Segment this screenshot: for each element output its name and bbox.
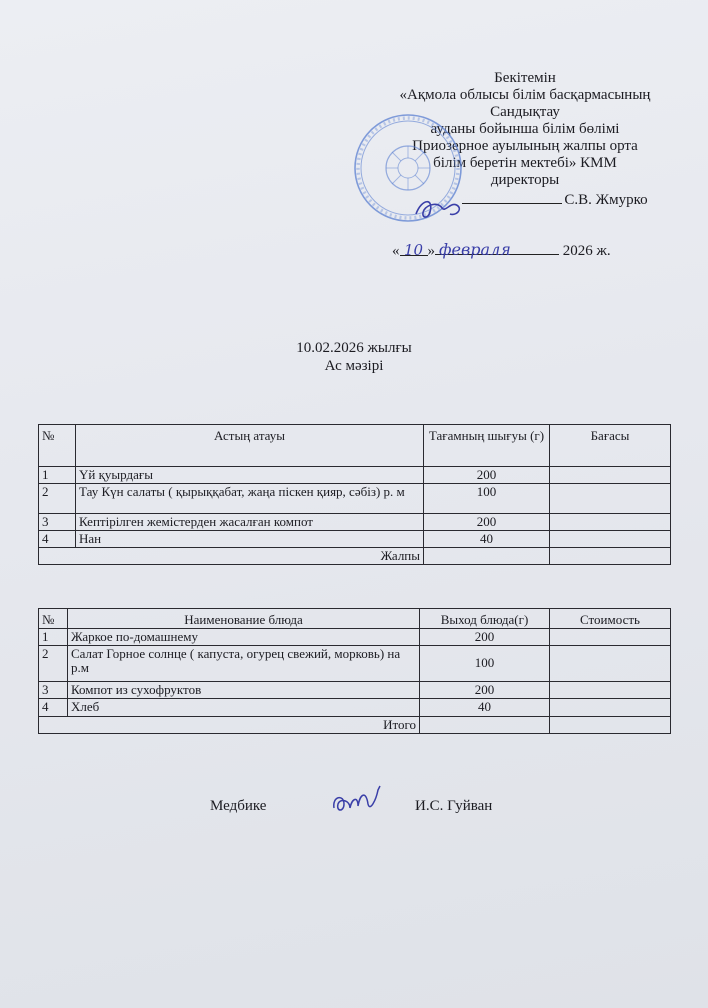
- column-header: Наименование блюда: [68, 609, 420, 629]
- approval-date: [392, 240, 611, 260]
- total-label: Жалпы: [39, 548, 424, 565]
- date-month: февраля: [435, 240, 559, 255]
- column-header: Бағасы: [550, 425, 671, 467]
- approval-line: «Ақмола облысы білім басқармасының: [399, 87, 651, 103]
- approval-line: Сандықтау: [490, 104, 560, 120]
- dish-weight: 40: [420, 699, 550, 717]
- row-number: 2: [39, 484, 76, 514]
- dish-weight: 100: [424, 484, 550, 514]
- table-row: [39, 514, 671, 531]
- dish-name: Нан: [76, 531, 424, 548]
- table-row: [39, 531, 671, 548]
- dish-name: Хлеб: [68, 699, 420, 717]
- date-day: 10: [400, 241, 428, 256]
- director-name: С.В. Жмурко: [564, 192, 648, 208]
- dish-name: Жаркое по-домашнему: [68, 629, 420, 646]
- director-signature-icon: [412, 194, 468, 224]
- dish-name: Компот из сухофруктов: [68, 682, 420, 699]
- date-quote-close: »: [427, 243, 435, 259]
- date-quote-open: «: [392, 243, 400, 259]
- total-weight: [424, 548, 550, 565]
- table-header-row: [39, 609, 671, 629]
- dish-weight: 40: [424, 531, 550, 548]
- dish-name: Салат Горное солнце ( капуста, огурец свежий, морковь) на р.м: [68, 646, 420, 682]
- approval-line: Приозерное ауылының жалпы орта: [412, 138, 638, 154]
- dish-weight: 200: [424, 467, 550, 484]
- nurse-signature-icon: [328, 782, 388, 822]
- row-number: 4: [39, 699, 68, 717]
- date-year: 2026 ж.: [562, 243, 611, 259]
- dish-name: Үй қуырдағы: [76, 467, 424, 484]
- menu-table-ru: [38, 608, 671, 734]
- dish-weight: 100: [420, 646, 550, 682]
- column-header: Тағамның шығуы (г): [424, 425, 550, 467]
- dish-price: [550, 514, 671, 531]
- row-number: 1: [39, 467, 76, 484]
- approval-line: ауданы бойынша білім бөлімі: [430, 121, 620, 137]
- table-row: [39, 467, 671, 484]
- row-number: 3: [39, 682, 68, 699]
- dish-price: [550, 467, 671, 484]
- table-row: [39, 646, 671, 682]
- total-label: Итого: [39, 717, 420, 734]
- table-row: [39, 629, 671, 646]
- dish-weight: 200: [424, 514, 550, 531]
- dish-price: [550, 629, 671, 646]
- dish-price: [550, 484, 671, 514]
- table-row: [39, 484, 671, 514]
- row-number: 4: [39, 531, 76, 548]
- total-price: [550, 717, 671, 734]
- dish-price: [550, 531, 671, 548]
- dish-weight: 200: [420, 629, 550, 646]
- footer-role: Медбике: [210, 798, 267, 814]
- table-row: [39, 682, 671, 699]
- row-number: 3: [39, 514, 76, 531]
- document-date: 10.02.2026 жылғы: [296, 340, 412, 356]
- approval-line: директоры: [490, 172, 560, 188]
- row-number: 2: [39, 646, 68, 682]
- dish-name: Тау Күн салаты ( қырыққабат, жаңа піскен қияр, сәбіз) р. м: [76, 484, 424, 514]
- dish-price: [550, 682, 671, 699]
- total-weight: [420, 717, 550, 734]
- total-price: [550, 548, 671, 565]
- dish-weight: 200: [420, 682, 550, 699]
- approval-line: білім беретін мектебі» КММ: [433, 155, 617, 171]
- dish-name: Кептірілген жемістерден жасалған компот: [76, 514, 424, 531]
- column-header: №: [39, 425, 76, 467]
- signature-blank: [462, 189, 562, 204]
- column-header: Стоимость: [550, 609, 671, 629]
- column-header: Выход блюда(г): [420, 609, 550, 629]
- table-total-row: [39, 548, 671, 565]
- menu-title: Ас мәзірі: [324, 358, 384, 374]
- row-number: 1: [39, 629, 68, 646]
- column-header: №: [39, 609, 68, 629]
- table-header-row: [39, 425, 671, 467]
- approval-line: Бекітемін: [494, 70, 556, 86]
- table-row: [39, 699, 671, 717]
- dish-price: [550, 646, 671, 682]
- column-header: Астың атауы: [76, 425, 424, 467]
- dish-price: [550, 699, 671, 717]
- table-total-row: [39, 717, 671, 734]
- footer-name: И.С. Гуйван: [415, 798, 493, 814]
- menu-table-kz: [38, 424, 671, 565]
